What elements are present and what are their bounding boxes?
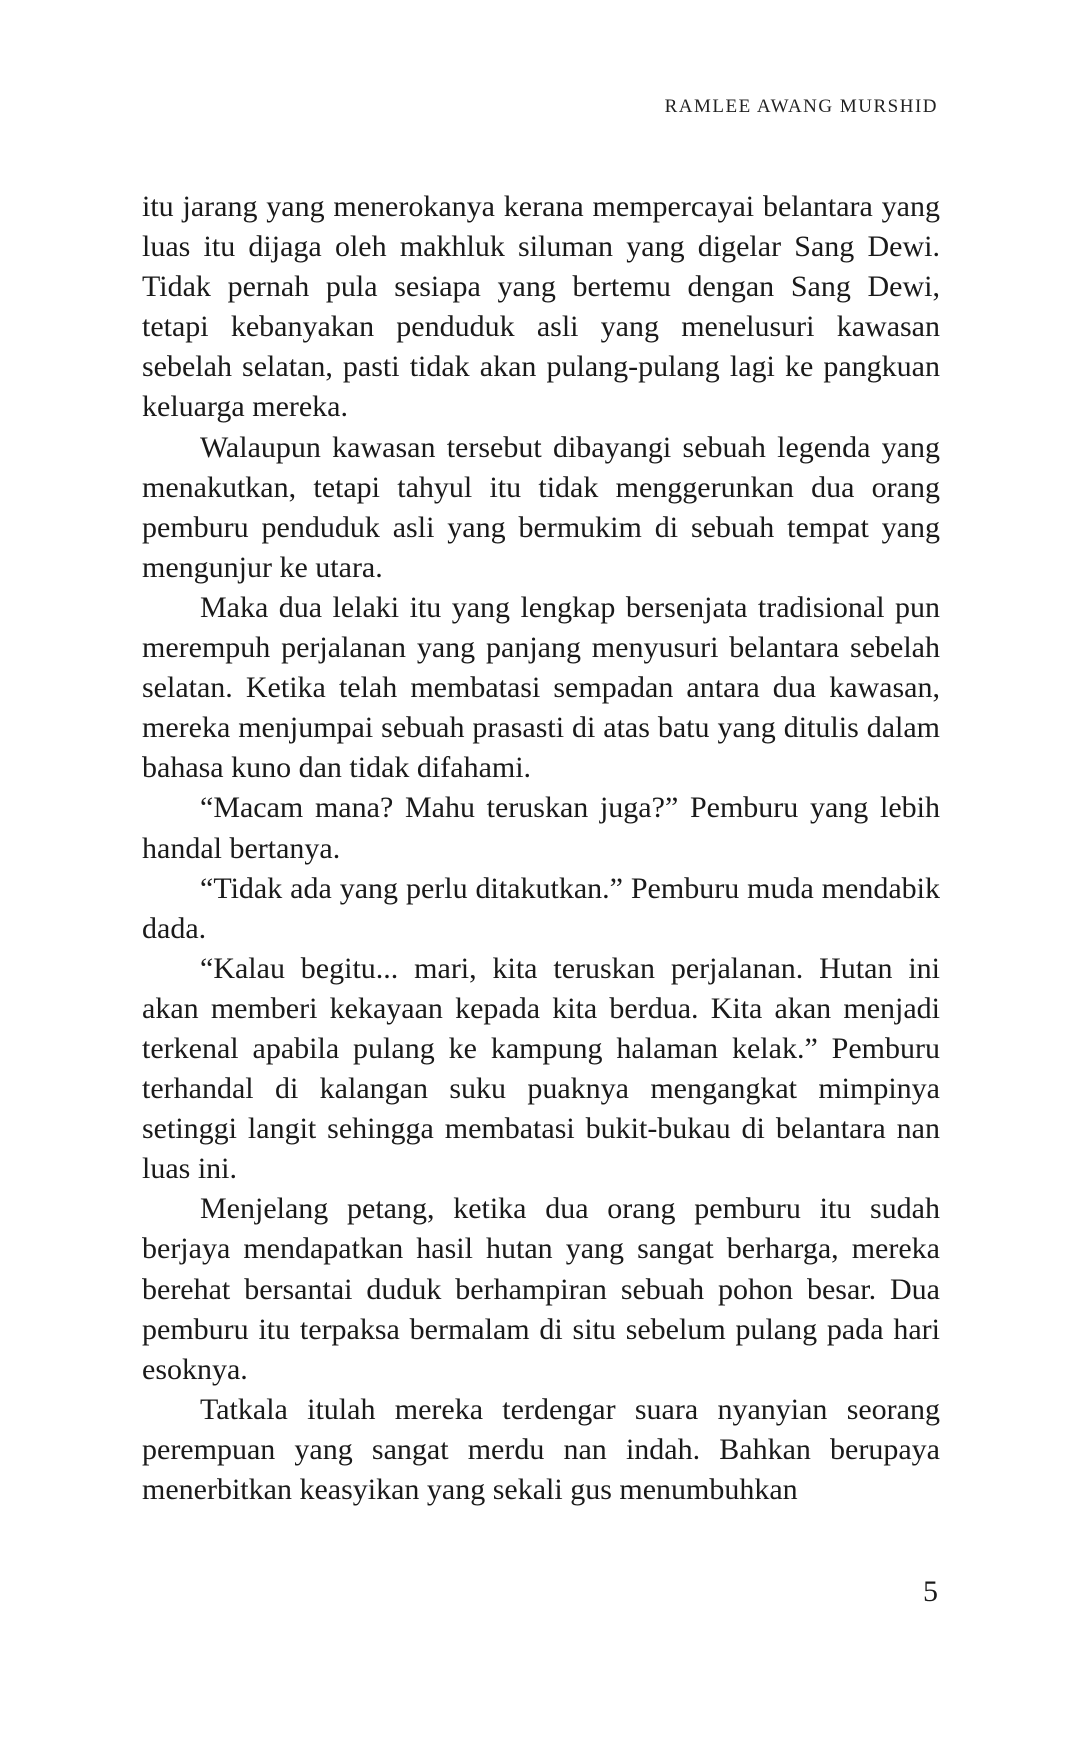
- paragraph-5: “Tidak ada yang perlu ditakutkan.” Pemburu muda mendabik dada.: [142, 871, 940, 945]
- paragraph-7: Menjelang petang, ketika dua orang pemburu itu sudah berjaya mendapatkan hasil hutan yang sangat berharga, mereka berehat bersantai duduk berhampiran sebuah pohon besar. Dua pemburu itu terpaksa bermalam di situ sebelum pulang pada hari esoknya.: [142, 1192, 940, 1386]
- paragraph-1: itu jarang yang menerokanya kerana mempercayai belantara yang luas itu dijaga oleh makhluk siluman yang digelar Sang Dewi. Tidak pernah pula sesiapa yang bertemu dengan Sang Dewi, tetapi kebanyakan penduduk asli yang menelusuri kawasan sebelah selatan, pasti tidak akan pulang-pulang lagi ke pangkuan keluarga mereka.: [142, 190, 940, 424]
- paragraph-2: Walaupun kawasan tersebut dibayangi sebuah legenda yang menakutkan, tetapi tahyul itu tidak menggerunkan dua orang pemburu penduduk asli yang bermukim di sebuah tempat yang mengunjur ke utara.: [142, 430, 940, 584]
- running-header-author: RAMLEE AWANG MURSHID: [664, 96, 938, 117]
- body-text: [142, 187, 940, 1510]
- paragraph-8: Tatkala itulah mereka terdengar suara nyanyian seorang perempuan yang sangat merdu nan indah. Bahkan berupaya menerbitkan keasyikan yang sekali gus menumbuhkan: [142, 1392, 940, 1506]
- page-number: 5: [923, 1575, 938, 1608]
- paragraph-6: “Kalau begitu... mari, kita teruskan perjalanan. Hutan ini akan memberi kekayaan kepada kita berdua. Kita akan menjadi terkenal apabila pulang ke kampung halaman kelak.” Pemburu terhandal di kalangan suku puaknya mengangkat mimpinya setinggi langit sehingga membatasi bukit-bukau di belantara nan luas ini.: [142, 951, 940, 1186]
- paragraph-3: Maka dua lelaki itu yang lengkap bersenjata tradisional pun merempuh perjalanan yang panjang menyusuri belantara sebelah selatan. Ketika telah membatasi sempadan antara dua kawasan, mereka menjumpai sebuah prasasti di atas batu yang ditulis dalam bahasa kuno dan tidak difahami.: [142, 590, 940, 785]
- paragraph-4: “Macam mana? Mahu teruskan juga?” Pemburu yang lebih handal bertanya.: [142, 791, 940, 865]
